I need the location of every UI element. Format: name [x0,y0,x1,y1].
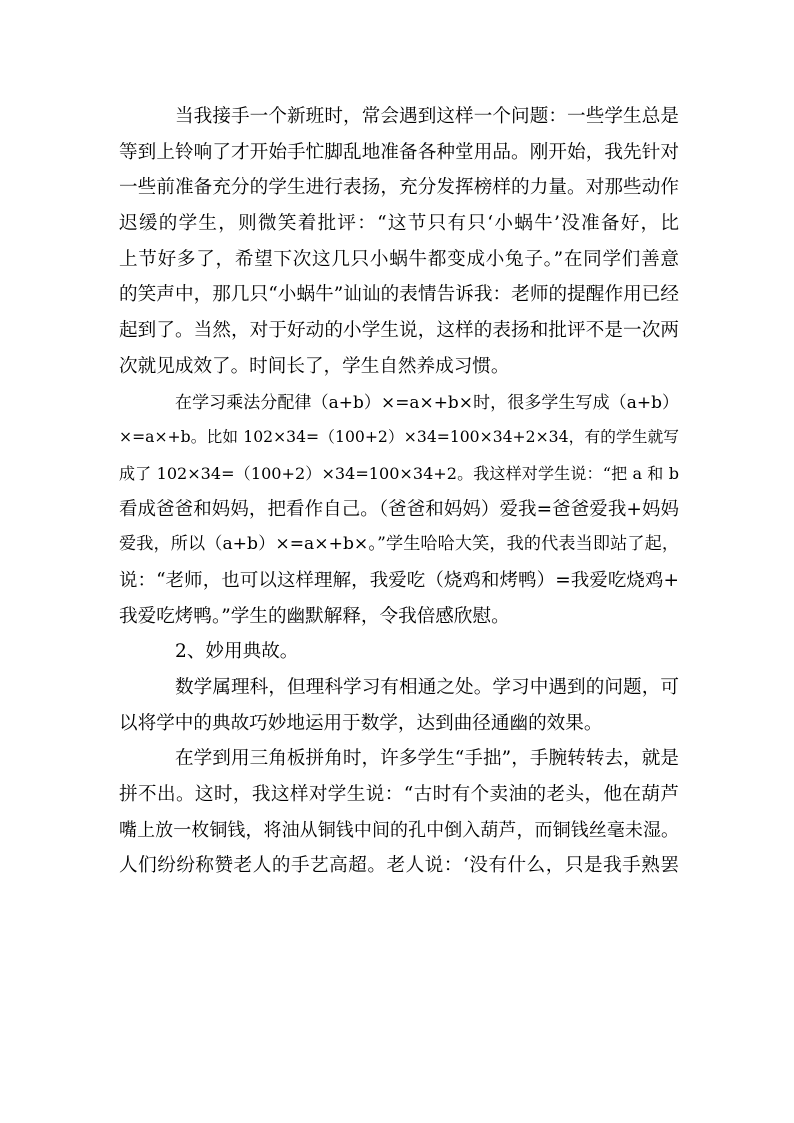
text-line: 当我接手一个新班时，常会遇到这样一个问题：一些学生总是 [175,106,679,127]
text-line: 2、妙用典故。 [175,641,299,663]
text-line: 迟缓的学生，则微笑着批评：“这节只有只‘小蜗牛’没准备好，比 [119,213,679,235]
text-line: 拼不出。这时，我这样对学生说：“古时有个卖油的老头，他在葫芦 [119,784,679,806]
text-line: 等到上铃响了才开始手忙脚乱地准备各种堂用品。刚开始，我先针对 [119,141,679,163]
text-line: 爱我，所以（a+b）×=a×+b×。”学生哈哈大笑，我的代表当即站了起， [119,534,679,555]
text-line: 以将学中的典故巧妙地运用于数学，达到曲径通幽的效果。 [119,712,603,734]
text-line: 上节好多了，希望下次这几只小蜗牛都变成小兔子。”在同学们善意 [119,248,679,270]
text-line: 我爱吃烤鸭。”学生的幽默解释，令我倍感欣慰。 [119,605,510,627]
text-line: 数学属理科，但理科学习有相通之处。学习中遇到的问题，可 [175,677,679,698]
text-line: 嘴上放一枚铜钱，将油从铜钱中间的孔中倒入葫芦，而铜钱丝毫未湿。 [119,819,679,841]
text-line: ×=a×+b。比如 102×34=（100+2）×34=100×34+2×34，有的学生就写 [119,428,679,447]
text-line: 在学到用三角板拼角时，许多学生“手拙”，手腕转转去，就是 [175,748,679,770]
text-line: 在学习乘法分配律（a+b）×=a×+b×时，很多学生写成（a+b） [175,391,679,412]
document-body [119,99,679,884]
text-line: 成了 102×34=（100+2）×34=100×34+2。我这样对学生说：“把 a 和 b [119,463,679,483]
text-line: 看成爸爸和妈妈，把看作自己。（爸爸和妈妈）爱我=爸爸爱我+妈妈 [119,498,679,520]
text-line: 人们纷纷称赞老人的手艺高超。老人说：‘没有什么，只是我手熟罢 [119,855,679,877]
text-line: 一些前准备充分的学生进行表扬，充分发挥榜样的力量。对那些动作 [119,177,679,199]
text-line: 说：“老师，也可以这样理解，我爱吃（烧鸡和烤鸭）=我爱吃烧鸡+ [119,569,679,591]
text-line: 的笑声中，那几只“小蜗牛”讪讪的表情告诉我：老师的提醒作用已经 [119,284,679,306]
text-line: 次就见成效了。时间长了，学生自然养成习惯。 [119,355,510,377]
text-line: 起到了。当然，对于好动的小学生说，这样的表扬和批评不是一次两 [119,320,679,342]
